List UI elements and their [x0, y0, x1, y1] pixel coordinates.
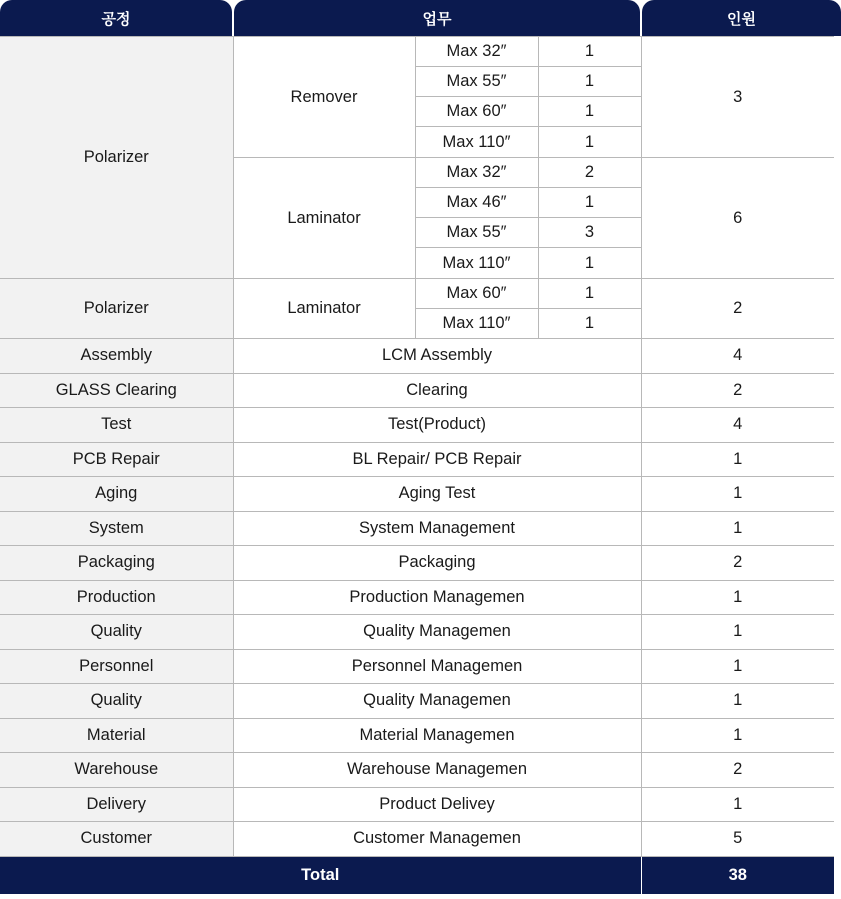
task-cell: Laminator — [233, 158, 415, 279]
process-cell: Test — [0, 408, 233, 443]
task-cell: Personnel Managemen — [233, 649, 641, 684]
personnel-cell: 1 — [641, 442, 834, 477]
table-row — [0, 339, 834, 374]
process-cell: Quality — [0, 684, 233, 719]
process-cell: Packaging — [0, 546, 233, 581]
task-cell: Remover — [233, 37, 415, 158]
total-label: Total — [0, 856, 641, 894]
personnel-cell: 3 — [641, 37, 834, 158]
task-cell: Aging Test — [233, 477, 641, 512]
personnel-cell: 1 — [641, 615, 834, 650]
process-cell: Personnel — [0, 649, 233, 684]
personnel-cell: 2 — [641, 546, 834, 581]
process-cell: Customer — [0, 822, 233, 857]
size-count-cell: 2 — [538, 158, 641, 188]
size-count-cell: 1 — [538, 309, 641, 339]
personnel-cell: 1 — [641, 787, 834, 822]
personnel-cell: 6 — [641, 158, 834, 279]
table-row — [0, 546, 834, 581]
process-cell: Polarizer — [0, 37, 233, 279]
task-cell: Packaging — [233, 546, 641, 581]
personnel-cell: 1 — [641, 684, 834, 719]
personnel-cell: 1 — [641, 718, 834, 753]
process-cell: GLASS Clearing — [0, 373, 233, 408]
table-row — [0, 822, 834, 857]
personnel-cell: 1 — [641, 477, 834, 512]
task-cell: Laminator — [233, 279, 415, 339]
header-task: 업무 — [234, 0, 640, 36]
table-row — [0, 649, 834, 684]
size-cell: Max 55″ — [415, 67, 538, 97]
size-cell: Max 110″ — [415, 248, 538, 279]
personnel-cell: 1 — [641, 580, 834, 615]
personnel-cell: 4 — [641, 408, 834, 443]
table-row — [0, 718, 834, 753]
personnel-cell: 2 — [641, 373, 834, 408]
table-row — [0, 787, 834, 822]
size-cell: Max 55″ — [415, 218, 538, 248]
size-cell: Max 46″ — [415, 188, 538, 218]
task-cell: Material Managemen — [233, 718, 641, 753]
personnel-cell: 2 — [641, 279, 834, 339]
size-cell: Max 32″ — [415, 158, 538, 188]
total-value: 38 — [641, 856, 834, 894]
staffing-table — [0, 36, 834, 894]
size-count-cell: 1 — [538, 37, 641, 67]
table-row — [0, 373, 834, 408]
personnel-cell: 1 — [641, 649, 834, 684]
size-cell: Max 60″ — [415, 279, 538, 309]
task-cell: LCM Assembly — [233, 339, 641, 374]
size-cell: Max 32″ — [415, 37, 538, 67]
size-count-cell: 1 — [538, 188, 641, 218]
process-cell: Delivery — [0, 787, 233, 822]
process-cell: Production — [0, 580, 233, 615]
task-cell: System Management — [233, 511, 641, 546]
process-cell: System — [0, 511, 233, 546]
task-cell: Quality Managemen — [233, 615, 641, 650]
task-cell: Warehouse Managemen — [233, 753, 641, 788]
size-count-cell: 1 — [538, 248, 641, 279]
table-row — [0, 615, 834, 650]
header-personnel: 인원 — [642, 0, 841, 36]
size-cell: Max 60″ — [415, 97, 538, 127]
size-count-cell: 1 — [538, 97, 641, 127]
size-count-cell: 3 — [538, 218, 641, 248]
size-count-cell: 1 — [538, 279, 641, 309]
size-count-cell: 1 — [538, 67, 641, 97]
table-row — [0, 408, 834, 443]
personnel-cell: 4 — [641, 339, 834, 374]
size-cell: Max 110″ — [415, 127, 538, 158]
table-row — [0, 442, 834, 477]
table-row — [0, 580, 834, 615]
process-cell: Warehouse — [0, 753, 233, 788]
process-cell: Quality — [0, 615, 233, 650]
personnel-cell: 5 — [641, 822, 834, 857]
total-row — [0, 856, 834, 894]
size-cell: Max 110″ — [415, 309, 538, 339]
size-count-cell: 1 — [538, 127, 641, 158]
personnel-cell: 1 — [641, 511, 834, 546]
table-row — [0, 279, 834, 309]
table-row — [0, 477, 834, 512]
task-cell: Customer Managemen — [233, 822, 641, 857]
table-row — [0, 37, 834, 67]
table-row — [0, 753, 834, 788]
process-cell: Material — [0, 718, 233, 753]
task-cell: Quality Managemen — [233, 684, 641, 719]
process-cell: Aging — [0, 477, 233, 512]
table-row — [0, 684, 834, 719]
header-process: 공정 — [0, 0, 232, 36]
task-cell: Test(Product) — [233, 408, 641, 443]
task-cell: Product Delivey — [233, 787, 641, 822]
process-cell: Assembly — [0, 339, 233, 374]
process-cell: PCB Repair — [0, 442, 233, 477]
task-cell: Clearing — [233, 373, 641, 408]
task-cell: BL Repair/ PCB Repair — [233, 442, 641, 477]
personnel-cell: 2 — [641, 753, 834, 788]
task-cell: Production Managemen — [233, 580, 641, 615]
table-row — [0, 511, 834, 546]
process-cell: Polarizer — [0, 279, 233, 339]
